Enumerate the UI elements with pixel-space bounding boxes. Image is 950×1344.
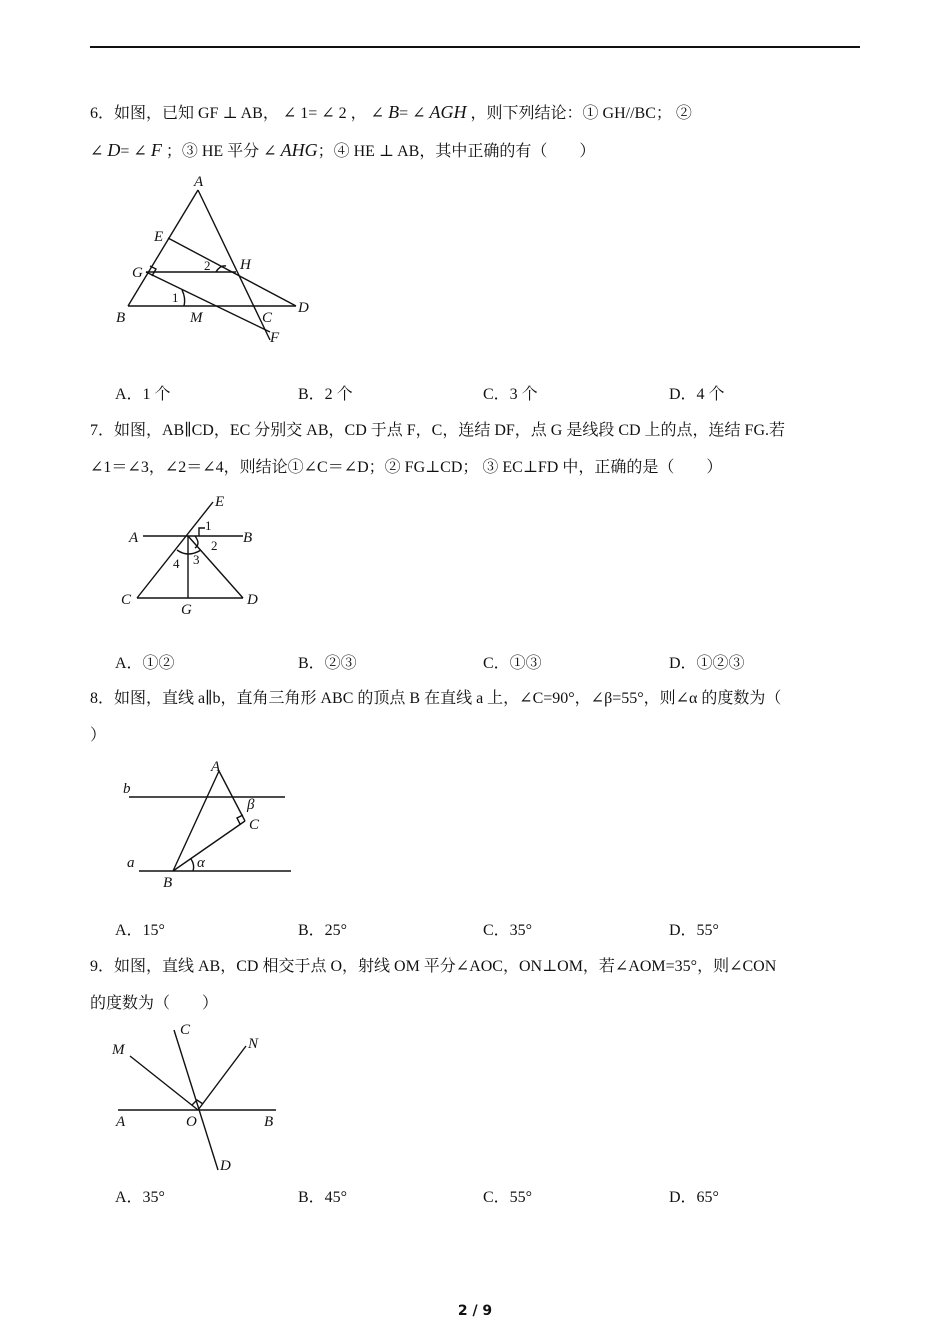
q7-option-a[interactable]: A．①② (115, 655, 175, 672)
q8-label-line-b: b (123, 781, 131, 797)
q7-label-g: G (181, 602, 192, 618)
q9-line-1: 9．如图，直线 AB，CD 相交于点 O，射线 OM 平分∠AOC，ON⊥OM，若∠AOM=35°，则∠CON (90, 958, 777, 975)
q9-ray-om (130, 1056, 198, 1110)
q6-math-d: D (107, 140, 121, 160)
q8-option-a[interactable]: A．15° (115, 922, 165, 939)
q8-option-d[interactable]: D．55° (669, 922, 719, 939)
q7-label-2: 2 (211, 538, 218, 553)
q6-text-1: 6．如图，已知 GF ⊥ AB， ∠ 1= ∠ 2 ， ∠ (90, 105, 389, 122)
q6-math-b: B (388, 102, 400, 122)
q9-label-a: A (116, 1114, 126, 1130)
q6-label-d: D (298, 300, 309, 316)
q6-label-h: H (240, 257, 251, 273)
q6-label-b: B (116, 310, 126, 326)
q6-label-g: G (132, 265, 143, 281)
q9-label-o: O (186, 1114, 197, 1130)
q9-figure (108, 1020, 288, 1175)
q8-seg-ab (173, 771, 219, 871)
q8-alpha-arc (191, 859, 194, 871)
q6-label-2: 2 (204, 258, 211, 273)
q6-text-2c: ；③ HE 平分 ∠ (161, 143, 281, 160)
q6-angle-2-arc (216, 266, 226, 272)
q7-label-d: D (247, 592, 258, 608)
q8-line-1: 8．如图，直线 a∥b，直角三角形 ABC 的顶点 B 在直线 a 上，∠C=90°，∠β=55°，则∠α 的度数为（ (90, 690, 782, 707)
q8-label-alpha: α (197, 855, 205, 871)
q9-option-d[interactable]: D．65° (669, 1189, 719, 1206)
header-rule (90, 46, 860, 48)
q7-label-3: 3 (193, 552, 200, 567)
q9-label-b: B (264, 1114, 274, 1130)
q6-line-1 (90, 102, 692, 124)
q7-figure (115, 490, 275, 620)
q9-option-c[interactable]: C．55° (483, 1189, 533, 1206)
q8-label-c: C (249, 817, 260, 833)
q9-label-n: N (248, 1036, 259, 1052)
q7-label-4: 4 (173, 556, 180, 571)
q6-text-mid: = ∠ (399, 105, 430, 122)
q8-label-b-vertex: B (163, 875, 173, 891)
q9-label-d: D (220, 1158, 231, 1174)
q8-option-b[interactable]: B．25° (298, 922, 348, 939)
q6-math-agh: AGH (429, 102, 467, 122)
q8-option-c[interactable]: C．35° (483, 922, 533, 939)
q7-option-b[interactable]: B．②③ (298, 655, 357, 672)
q7-label-a: A (129, 530, 139, 546)
q6-text-2d: ；④ HE ⊥ AB，其中正确的有（ ） (317, 143, 596, 160)
q8-label-line-a: a (127, 855, 135, 871)
q6-math-f: F (150, 140, 162, 160)
q6-option-c[interactable]: C．3 个 (483, 386, 538, 403)
q7-label-e: E (215, 494, 225, 510)
q9-ray-on (198, 1046, 246, 1110)
q9-option-a[interactable]: A．35° (115, 1189, 165, 1206)
q8-seg-ac (219, 771, 245, 821)
q9-label-c: C (180, 1022, 191, 1038)
q7-label-b: B (243, 530, 253, 546)
q6-option-b[interactable]: B．2 个 (298, 386, 353, 403)
q6-angle-1-arc (182, 290, 185, 306)
q7-option-d[interactable]: D．①②③ (669, 655, 745, 672)
q8-figure (115, 757, 305, 892)
q7-label-1: 1 (205, 518, 212, 533)
q8-line-2: ） (90, 727, 107, 744)
q6-text-2b: = ∠ (120, 143, 151, 160)
q8-label-a-vertex: A (211, 759, 221, 775)
q7-line-2: ∠1＝∠3，∠2＝∠4，则结论①∠C＝∠D；② FG⊥CD； ③ EC⊥FD 中，正确的是（ ） (90, 459, 723, 476)
q6-label-m: M (190, 310, 203, 326)
q7-label-c: C (121, 592, 132, 608)
q6-label-f: F (270, 330, 280, 346)
q6-label-e: E (154, 229, 164, 245)
q9-option-b[interactable]: B．45° (298, 1189, 348, 1206)
q9-line-2: 的度数为（ ） (90, 995, 219, 1012)
q6-label-a: A (194, 174, 204, 190)
q6-math-ahg: AHG (280, 140, 318, 160)
q6-option-d[interactable]: D．4 个 (669, 386, 725, 403)
q7-line-ec (137, 502, 213, 598)
q7-option-c[interactable]: C．①③ (483, 655, 542, 672)
q6-figure (110, 172, 330, 352)
q8-label-beta: β (247, 797, 255, 813)
q7-line-1: 7．如图，AB∥CD，EC 分别交 AB，CD 于点 F，C，连结 DF，点 G 是线段 CD 上的点，连结 FG.若 (90, 422, 786, 439)
q6-option-a[interactable]: A．1 个 (115, 386, 171, 403)
q6-label-1: 1 (172, 290, 179, 305)
q9-label-m: M (112, 1042, 125, 1058)
q6-line-2 (90, 140, 595, 162)
page-number: 2 / 9 (457, 1303, 493, 1319)
q9-line-cd (174, 1030, 218, 1170)
q6-label-c: C (262, 310, 273, 326)
q6-text-2a: ∠ (90, 143, 108, 160)
q6-text-tail: ，则下列结论：① GH//BC； ② (466, 105, 692, 122)
q7-angle-2-arc (195, 536, 198, 548)
